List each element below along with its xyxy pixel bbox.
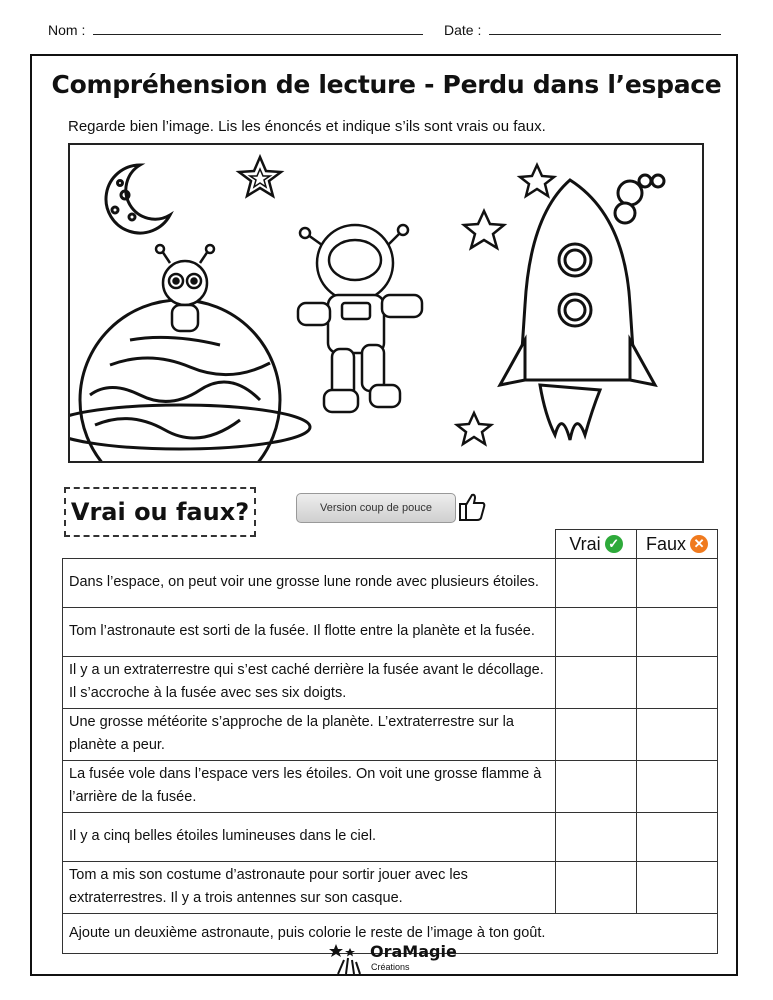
date-label: Date :	[444, 22, 482, 38]
logo-subtitle: Créations	[371, 962, 410, 972]
table-row	[63, 862, 718, 914]
false-checkbox-cell[interactable]	[637, 709, 718, 761]
table-row	[63, 761, 718, 813]
column-true-label: Vrai	[569, 533, 601, 554]
star-icon	[464, 211, 504, 248]
statement-cell: Tom l’astronaute est sorti de la fusée. Il flotte entre la planète et la fusée.	[63, 608, 556, 657]
name-label: Nom :	[48, 22, 86, 38]
true-checkbox-cell[interactable]	[556, 813, 637, 862]
page-title: Compréhension de lecture - Perdu dans l’espace	[51, 70, 722, 99]
true-checkbox-cell[interactable]	[556, 709, 637, 761]
statement-cell: Il y a cinq belles étoiles lumineuses dans le ciel.	[63, 813, 556, 862]
false-checkbox-cell[interactable]	[637, 862, 718, 914]
column-header-true	[556, 530, 637, 559]
statement-cell: La fusée vole dans l’espace vers les étoiles. On voit une grosse flamme à l’arrière de la fusée.	[63, 761, 556, 813]
star-icon	[239, 157, 281, 196]
table-row	[63, 657, 718, 709]
space-illustration	[68, 143, 704, 463]
rocket-icon	[500, 175, 664, 440]
true-false-table	[62, 529, 718, 954]
true-checkbox-cell[interactable]	[556, 657, 637, 709]
star-icon	[457, 413, 491, 444]
table-row	[63, 608, 718, 657]
true-checkbox-cell[interactable]	[556, 862, 637, 914]
name-line[interactable]	[93, 22, 423, 35]
column-header-false	[637, 530, 718, 559]
cross-icon: ✕	[690, 535, 708, 553]
false-checkbox-cell[interactable]	[637, 608, 718, 657]
false-checkbox-cell[interactable]	[637, 813, 718, 862]
true-checkbox-cell[interactable]	[556, 761, 637, 813]
table-row	[63, 813, 718, 862]
final-task-cell: Ajoute un deuxième astronaute, puis colorie le reste de l’image à ton goût.	[63, 914, 718, 954]
moon-icon	[106, 165, 170, 233]
false-checkbox-cell[interactable]	[637, 559, 718, 608]
date-field[interactable]	[444, 22, 721, 38]
false-checkbox-cell[interactable]	[637, 761, 718, 813]
logo-name: OraMagie	[370, 942, 457, 961]
hint-button[interactable]: Version coup de pouce	[296, 493, 456, 523]
table-row	[63, 559, 718, 608]
column-false-label: Faux	[645, 533, 687, 554]
false-checkbox-cell[interactable]	[637, 657, 718, 709]
star-icon	[520, 165, 554, 196]
true-checkbox-cell[interactable]	[556, 559, 637, 608]
statement-cell: Une grosse météorite s’approche de la planète. L’extraterrestre sur la planète a peur.	[63, 709, 556, 761]
statement-cell: Tom a mis son costume d’astronaute pour sortir jouer avec les extraterrestres. Il y a trois antennes sur son casque.	[63, 862, 556, 914]
name-field[interactable]	[48, 22, 423, 38]
true-false-title: Vrai ou faux?	[64, 487, 256, 537]
thumbs-up-icon[interactable]	[454, 490, 488, 524]
table-header-blank	[63, 530, 556, 559]
astronaut-icon	[298, 225, 422, 412]
statement-cell: Dans l’espace, on peut voir une grosse lune ronde avec plusieurs étoiles.	[63, 559, 556, 608]
table-row	[63, 709, 718, 761]
check-icon: ✓	[605, 535, 623, 553]
date-line[interactable]	[489, 22, 721, 35]
instruction-text: Regarde bien l’image. Lis les énoncés et indique s’ils sont vrais ou faux.	[68, 118, 546, 135]
statement-cell: Il y a un extraterrestre qui s’est caché derrière la fusée avant le décollage. Il s’accroche à la fusée avec ses six doigts.	[63, 657, 556, 709]
true-checkbox-cell[interactable]	[556, 608, 637, 657]
